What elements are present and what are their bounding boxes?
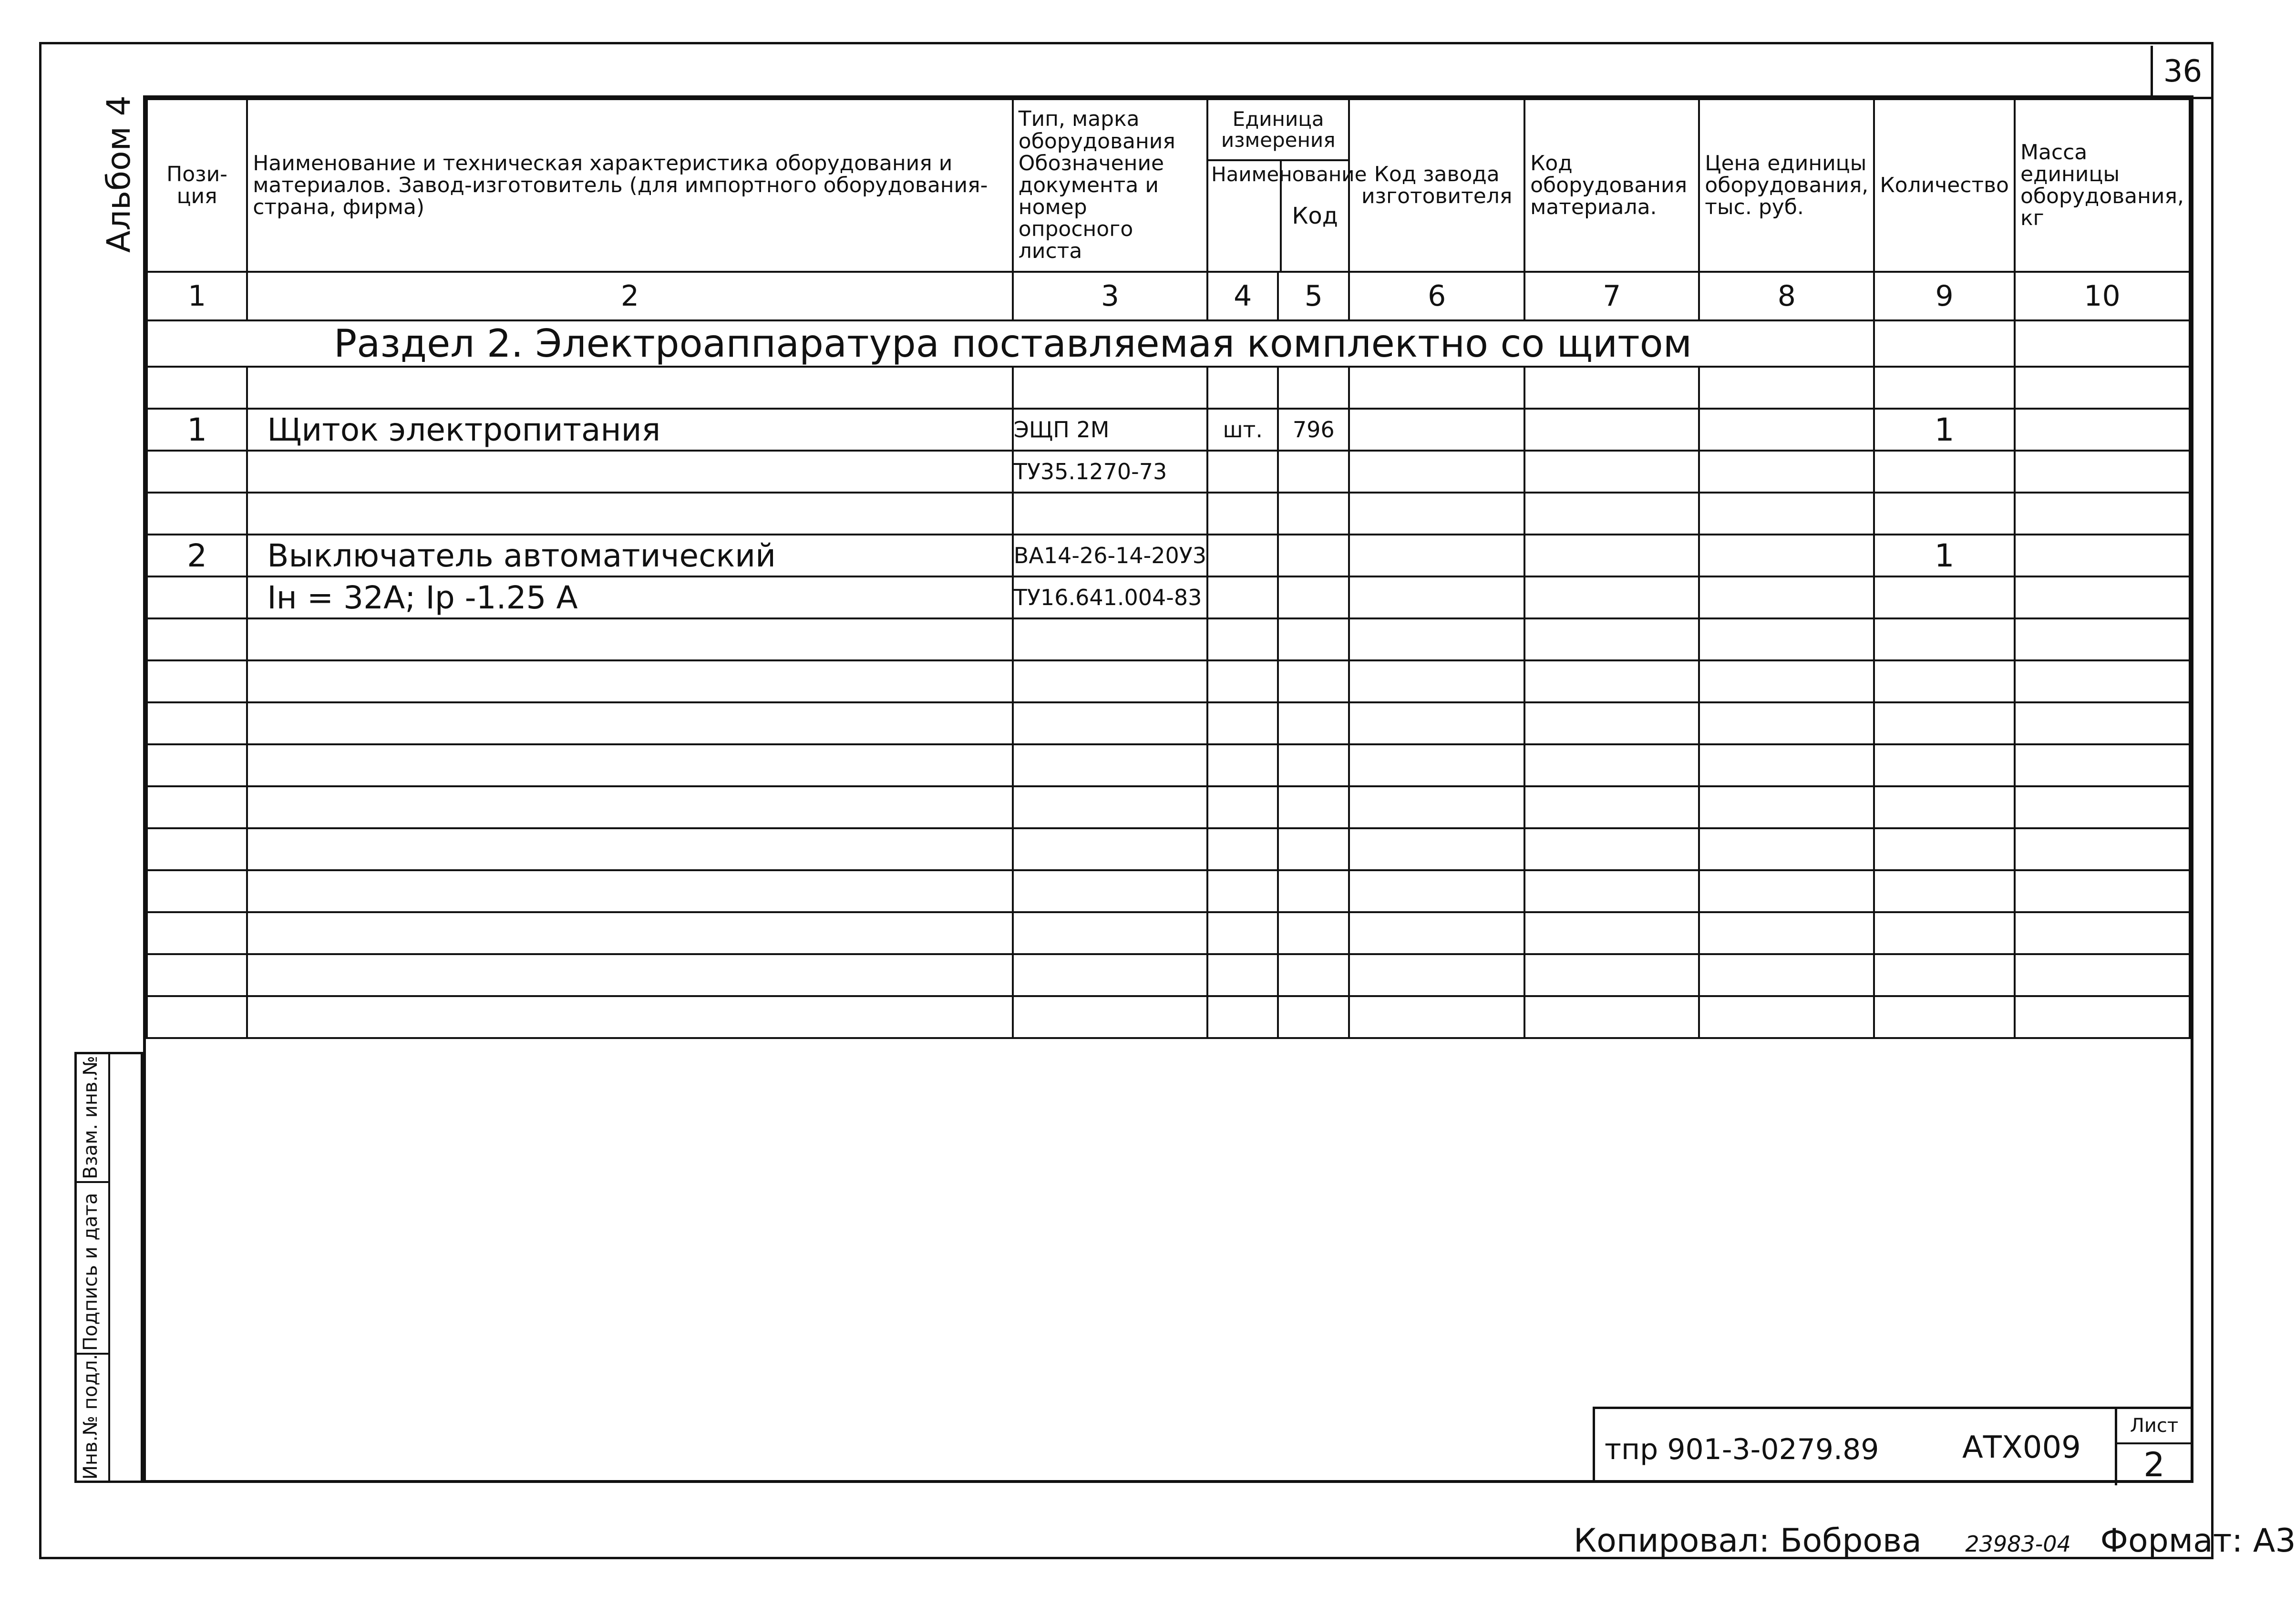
row-quantity: 1 xyxy=(1874,535,2015,576)
strip-label: Взам. инв.№ xyxy=(80,1056,102,1179)
header-quantity: Количество xyxy=(1874,99,2015,272)
copied-by: Копировал: Боброва xyxy=(1574,1522,1922,1560)
sheet-box xyxy=(2115,1409,2191,1485)
col-num: 7 xyxy=(1524,272,1699,320)
section-title: Раздел 2. Электроаппаратура поставляемая комплектно со щитом xyxy=(147,320,1874,367)
row-position: 2 xyxy=(147,535,247,576)
row-type: ВА14-26-14-20У3 xyxy=(1013,535,1207,576)
column-number-row xyxy=(147,272,2190,320)
spec-table-area xyxy=(143,95,2193,1483)
header-unit-code: Код xyxy=(1292,202,1338,229)
order-number: 23983-04 xyxy=(1965,1531,2071,1557)
row-unit: шт. xyxy=(1207,409,1278,451)
table-row xyxy=(147,451,2190,493)
header-unit-name: Наименование xyxy=(1208,161,1282,271)
row-quantity: 1 xyxy=(1874,409,2015,451)
title-block xyxy=(1593,1407,2193,1483)
paper-format: Формат: А3 xyxy=(2100,1522,2296,1560)
row-position: 1 xyxy=(147,409,247,451)
row-type: ЭЩП 2М xyxy=(1013,409,1207,451)
footer xyxy=(1574,1522,2296,1560)
row-name: Выключатель автоматический xyxy=(247,535,1013,576)
header-name: Наименование и техническая характеристика оборудования и материалов. Завод-изготовитель (для импортного оборудования-страна, фирма) xyxy=(247,99,1013,272)
document-code: АТХ009 xyxy=(1962,1430,2081,1465)
col-num: 3 xyxy=(1013,272,1207,320)
table-row xyxy=(147,493,2190,535)
row-name: Iн = 32А; Iр -1.25 А xyxy=(247,576,1013,618)
strip-cell-signature xyxy=(77,1183,110,1355)
table-row xyxy=(147,535,2190,576)
row-code: 796 xyxy=(1278,409,1349,451)
col-num: 2 xyxy=(247,272,1013,320)
strip-cell-inv-orig xyxy=(77,1355,110,1483)
table-row xyxy=(147,409,2190,451)
header-equipment-code: Код оборудования материала. xyxy=(1524,99,1699,272)
header-price: Цена единицы оборудования, тыс. руб. xyxy=(1699,99,1874,272)
header-plant-code: Код завода изготовителя xyxy=(1349,99,1524,272)
row-type: ТУ16.641.004-83 xyxy=(1013,576,1207,618)
row-name: Щиток электропитания xyxy=(247,409,1013,451)
strip-cell-replaced-inv xyxy=(77,1054,110,1183)
document-number: тпр 901-3-0279.89 xyxy=(1605,1433,1879,1466)
strip-label: Подпись и дата xyxy=(80,1193,102,1351)
header-row xyxy=(147,99,2190,272)
sheet-value: 2 xyxy=(2143,1445,2165,1484)
header-unit-group xyxy=(1207,99,1367,272)
header-mass: Масса единицы оборудования, кг xyxy=(2015,99,2190,272)
section-row xyxy=(147,320,2190,367)
left-stamp-strip xyxy=(74,1052,143,1483)
strip-label: Инв.№ подл. xyxy=(80,1354,102,1480)
table-row xyxy=(147,367,2190,409)
col-num: 4 xyxy=(1207,272,1278,320)
header-type: Тип, марка оборудования Обозначение документа и номер опросного листа xyxy=(1013,99,1207,272)
row-type: ТУ35.1270-73 xyxy=(1013,451,1207,493)
col-num: 1 xyxy=(147,272,247,320)
side-label: Альбом 4 xyxy=(100,95,138,253)
col-num: 9 xyxy=(1874,272,2015,320)
table-row xyxy=(147,576,2190,618)
col-num: 8 xyxy=(1699,272,1874,320)
col-num: 5 xyxy=(1278,272,1349,320)
header-position: Пози-ция xyxy=(147,99,247,272)
sheet-number-corner: 36 xyxy=(2151,46,2213,99)
col-num: 6 xyxy=(1349,272,1524,320)
spec-table xyxy=(146,98,2191,1039)
sheet-label: Лист xyxy=(2117,1409,2191,1444)
header-unit-title: Единица измерения xyxy=(1208,100,1348,161)
col-num: 10 xyxy=(2015,272,2190,320)
